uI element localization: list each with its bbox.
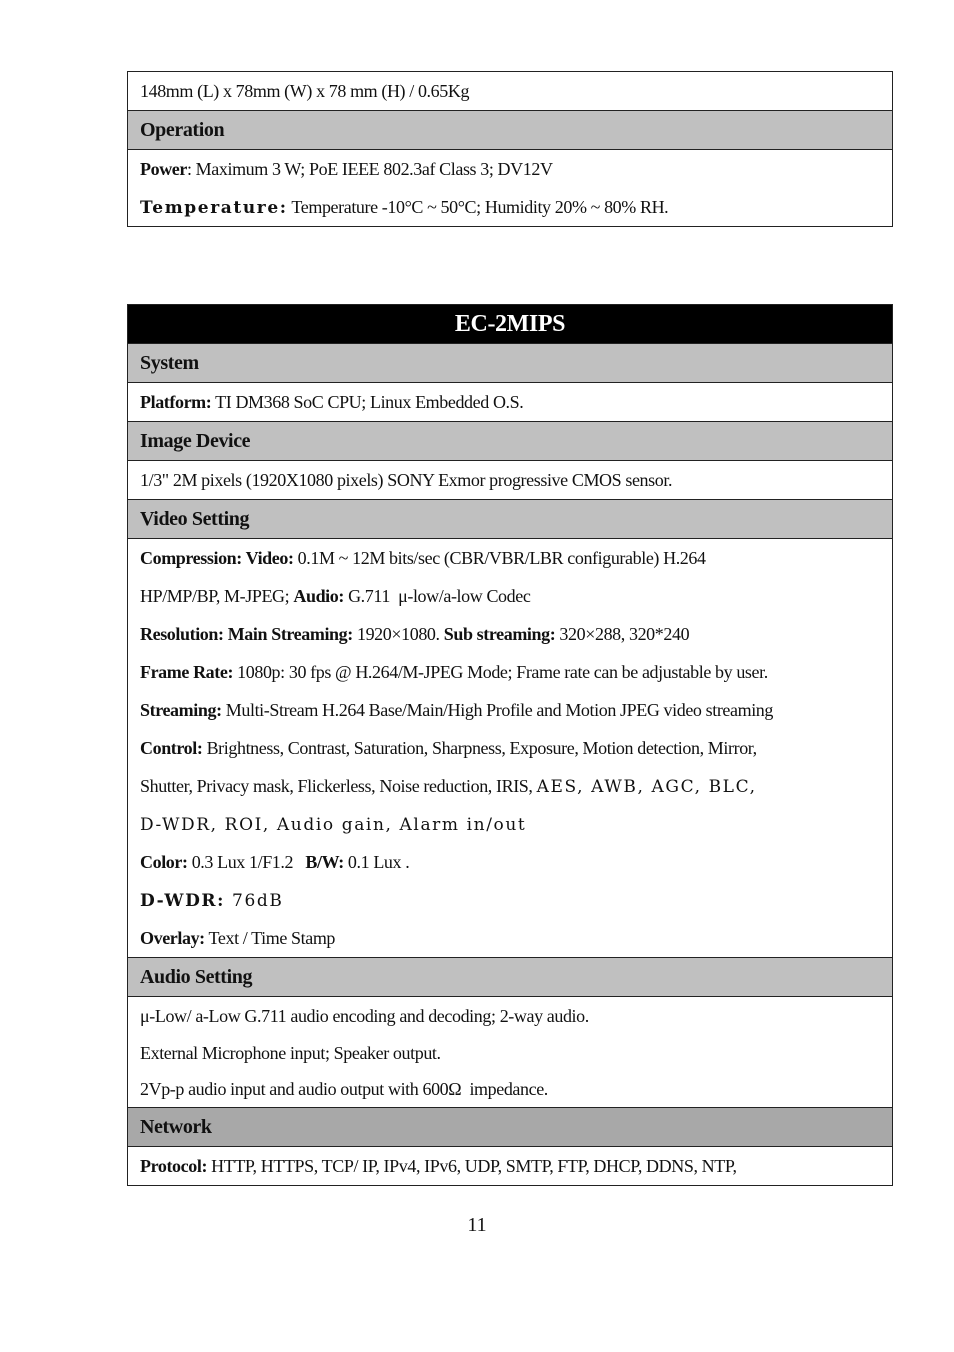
page-number: 11	[467, 1214, 487, 1236]
audio-setting-header: Audio Setting	[128, 958, 893, 997]
sub-streaming-label: Sub streaming:	[443, 624, 556, 644]
control-label: Control:	[140, 738, 203, 758]
audio-line-3: 2Vp-p audio input and audio output with 600Ω impedance.	[140, 1079, 548, 1099]
temperature-label: Temperature:	[140, 198, 288, 218]
streaming-value: Multi-Stream H.264 Base/Main/High Profile and Motion JPEG video streaming	[221, 700, 774, 720]
platform-value: TI DM368 SoC CPU; Linux Embedded O.S.	[211, 392, 524, 412]
network-header: Network	[128, 1108, 893, 1147]
dimensions-row	[128, 72, 893, 111]
power-line	[140, 150, 880, 188]
video-setting-body	[128, 539, 893, 958]
frame-rate-value: 1080p: 30 fps @ H.264/M-JPEG Mode; Frame rate can be adjustable by user.	[233, 662, 768, 682]
platform-label: Platform:	[140, 392, 212, 412]
system-header: System	[128, 344, 893, 383]
image-device-value: 1/3" 2M pixels (1920X1080 pixels) SONY Exmor progressive CMOS sensor.	[140, 470, 673, 490]
image-device-header: Image Device	[128, 422, 893, 461]
spec-title: EC-2MIPS	[128, 305, 893, 344]
dimensions-operation-table	[127, 71, 893, 227]
color-line	[140, 843, 880, 881]
dwdr-label: D-WDR:	[140, 891, 226, 911]
control-value-2: Shutter, Privacy mask, Flickerless, Noise reduction, IRIS,	[140, 776, 537, 796]
compression-value: 0.1M ~ 12M bits/sec (CBR/VBR/LBR configurable) H.264	[293, 548, 706, 568]
operation-header: Operation	[128, 111, 893, 150]
temperature-value: Temperature -10°C ~ 50°C; Humidity 20% ~ 80% RH.	[287, 197, 669, 217]
image-device-body	[128, 461, 893, 500]
dwdr-value: 76dB	[225, 891, 284, 911]
power-value: : Maximum 3 W; PoE IEEE 802.3af Class 3; DV12V	[186, 159, 553, 179]
protocol-line	[140, 1147, 880, 1185]
protocol-value: HTTP, HTTPS, TCP/ IP, IPv4, IPv6, UDP, SMTP, FTP, DHCP, DDNS, NTP,	[207, 1156, 737, 1176]
control-value-3: D-WDR, ROI, Audio gain, Alarm in/out	[140, 815, 527, 835]
overlay-value: Text / Time Stamp	[204, 928, 336, 948]
resolution-line	[140, 615, 880, 653]
platform-line	[140, 383, 880, 421]
audio-line-2: External Microphone input; Speaker output.	[140, 1043, 441, 1063]
system-body	[128, 383, 893, 422]
video-setting-header: Video Setting	[128, 500, 893, 539]
audio-codec-label: Audio:	[293, 586, 344, 606]
audio-setting-body	[128, 997, 893, 1108]
control-line	[140, 729, 880, 767]
control-value-2b: AES, AWB, AGC, BLC,	[536, 777, 757, 797]
compression-line	[140, 539, 880, 577]
color-value: 0.3 Lux 1/F1.2	[187, 852, 306, 872]
control-line-2	[140, 767, 880, 805]
temperature-line	[140, 188, 880, 226]
dwdr-line	[140, 881, 880, 919]
overlay-label: Overlay:	[140, 928, 205, 948]
ec-2mips-spec-table	[127, 304, 893, 1186]
compression-line-2	[140, 577, 880, 615]
bw-value: 0.1 Lux .	[343, 852, 410, 872]
color-label: Color:	[140, 852, 188, 872]
operation-body	[128, 150, 893, 227]
audio-codec-value: G.711 μ-low/a-low Codec	[343, 586, 531, 606]
protocol-label: Protocol:	[140, 1156, 208, 1176]
frame-rate-label: Frame Rate:	[140, 662, 234, 682]
compression-formats: HP/MP/BP, M-JPEG;	[140, 586, 294, 606]
control-value: Brightness, Contrast, Saturation, Sharpness, Exposure, Motion detection, Mirror,	[202, 738, 757, 758]
bw-label: B/W:	[305, 852, 344, 872]
network-body	[128, 1147, 893, 1186]
streaming-line	[140, 691, 880, 729]
dimensions-text: 148mm (L) x 78mm (W) x 78 mm (H) / 0.65Kg	[140, 81, 470, 101]
resolution-label: Resolution: Main Streaming:	[140, 624, 353, 644]
overlay-line	[140, 919, 880, 957]
resolution-value: 1920×1080.	[352, 624, 444, 644]
frame-rate-line	[140, 653, 880, 691]
compression-label: Compression: Video:	[140, 548, 294, 568]
streaming-label: Streaming:	[140, 700, 222, 720]
sub-streaming-value: 320×288, 320*240	[555, 624, 690, 644]
audio-line-1: μ-Low/ a-Low G.711 audio encoding and decoding; 2-way audio.	[140, 1006, 589, 1026]
control-line-3	[140, 805, 880, 843]
power-label: Power	[140, 159, 187, 179]
